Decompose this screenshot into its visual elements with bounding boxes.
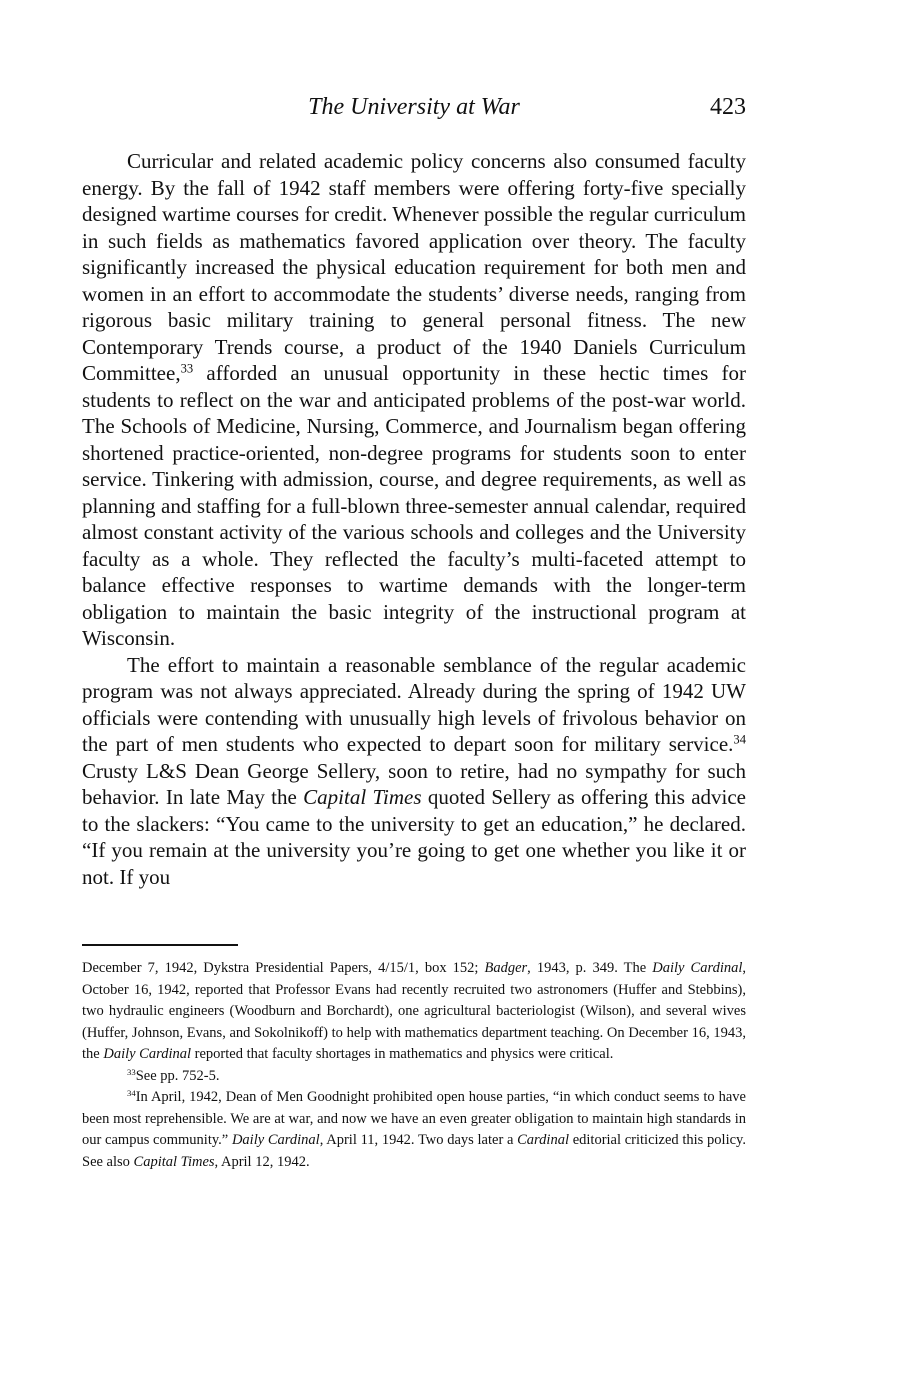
fn-34-i3: Capital Times xyxy=(133,1153,215,1170)
fn-cont-i1: Badger xyxy=(484,960,528,976)
footnote-34-number: 34 xyxy=(127,1087,136,1098)
paragraph-2-italic: Capital Times xyxy=(303,785,422,809)
footnote-ref-34: 34 xyxy=(733,732,746,747)
paragraph-2-text-a: The effort to maintain a reasonable semblance of the regular academic program was not always appreciated. Already during the spring of 1942 UW officials were contending with unusually high levels of frivolous behavior on the part of men students who expected to depart soon for military service. xyxy=(82,652,746,756)
paragraph-1-text-b: afforded an unusual opportunity in these hectic times for students to reflect on the war and anticipated problems of the post-war world. The Schools of Medicine, Nursing, Commerce, and Journalism began offering shortened practice-oriented, non-degree programs for students soon to enter service. Tinkering with admission, course, and degree requirements, as well as planning and staffing for a full-blown three-semester annual calendar, required almost constant activity of the various schools and colleges and the University faculty as a whole. They reflected the faculty’s multi-faceted attempt to balance effective responses to wartime demands with the longer-term obligation to maintain the basic integrity of the instructional program at Wisconsin. xyxy=(82,361,746,650)
paragraph-2 xyxy=(82,652,746,891)
paragraph-2-text-c: quoted Sellery as offering this advice to the slackers: “You came to the university to get an education,” he declared. “If you remain at the university you’re going to get one whether you like it or not. If you xyxy=(82,785,747,889)
body-text xyxy=(82,148,746,890)
page-number: 423 xyxy=(710,94,746,120)
fn-cont-t2: , 1943, p. 349. The xyxy=(527,960,653,976)
fn-cont-t3: , October 16, 1942, reported that Professor Evans had recently recruited two astronomers (Huffer and Stebbins), two hydraulic engineers (Woodburn and Borchardt), one agricultural bacteriologist (Wilson), and several wives (Huffer, Johnson, Evans, and Sokolnikoff) to help with mathematics department teaching. On December 16, 1943, the xyxy=(82,960,746,1062)
footnotes xyxy=(82,958,746,1173)
paragraph-2-text-b: Crusty L&S Dean George Sellery, soon to retire, had no sympathy for such behavior. In late May the xyxy=(82,758,746,809)
footnote-ref-33: 33 xyxy=(180,361,194,376)
fn-cont-i3: Daily Cardinal xyxy=(103,1046,192,1062)
footnote-33-number: 33 xyxy=(127,1066,136,1077)
fn-34-t4: , April 12, 1942. xyxy=(214,1153,310,1170)
footnote-continued xyxy=(82,958,746,1066)
fn-34-t3: editorial criticized this policy. See also xyxy=(82,1132,746,1170)
fn-34-t1: In April, 1942, Dean of Men Goodnight prohibited open house parties, “in which conduct seems to have been most reprehensible. We are at war, and now we have an even greater obligation to maintain high standards in our campus community.” xyxy=(82,1089,746,1148)
fn-34-i1: Daily Cardinal xyxy=(231,1132,320,1148)
fn-34-i2: Cardinal xyxy=(517,1132,569,1148)
page-header xyxy=(82,92,746,122)
footnote-33 xyxy=(82,1066,746,1088)
fn-cont-i2: Daily Cardinal xyxy=(652,960,743,976)
fn-34-t2: , April 11, 1942. Two days later a xyxy=(319,1132,518,1148)
paragraph-1-text-a: Curricular and related academic policy concerns also consumed faculty energy. By the fall of 1942 staff members were offering forty-five specially designed wartime courses for credit. Whenever possible the regular curriculum in such fields as mathematics favored application over theory. The faculty significantly increased the physical education requirement for both men and women in an effort to accommodate the students’ diverse needs, ranging from rigorous basic military training to general personal fitness. The new Contemporary Trends course, a product of the 1940 Daniels Curriculum Committee, xyxy=(82,149,746,385)
footnote-33-text: See pp. 752-5. xyxy=(135,1067,220,1084)
fn-cont-t4: reported that faculty shortages in mathematics and physics were critical. xyxy=(191,1046,614,1062)
fn-cont-t1: December 7, 1942, Dykstra Presidential Papers, 4/15/1, box 152; xyxy=(82,960,485,976)
paragraph-1 xyxy=(82,148,746,652)
footnote-divider xyxy=(82,944,238,946)
running-title: The University at War xyxy=(308,94,520,120)
footnote-34 xyxy=(82,1087,746,1173)
